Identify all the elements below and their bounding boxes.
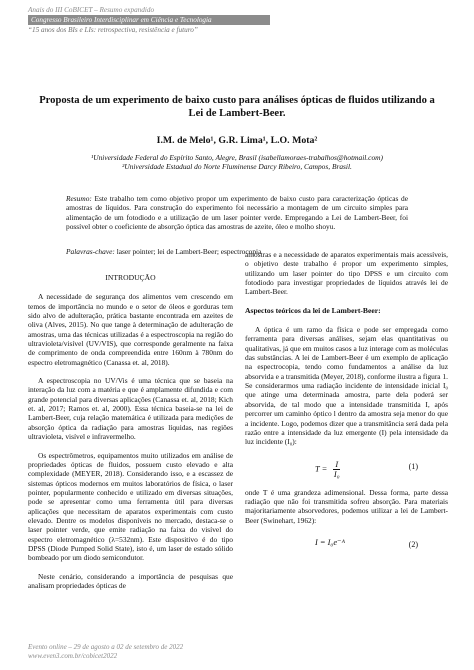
left-column [28,273,233,599]
intro-heading: INTRODUÇÃO [105,273,156,282]
equation-1-lhs: T = [315,463,328,473]
theory-heading: Aspectos teóricos da lei de Lambert-Beer: [245,305,381,315]
keywords-label: Palavras-chave: [66,247,115,256]
equation-1-fraction [333,460,340,479]
congress-name-bar: Congresso Brasileiro Interdisciplinar em Ciência e Tecnologia [28,15,270,25]
equation-1-number: (1) [408,461,418,471]
right-column [245,250,448,566]
equation-2-number: (2) [408,539,418,549]
equation-1-body [315,460,340,479]
abstract-label: Resumo: [66,194,92,203]
congress-theme: “15 anos dos BIs e LIs: retrospectiva, resistência e futuro” [28,26,198,34]
equation-1-numerator: I [335,459,339,469]
intro-paragraph-2: A espectroscopia no UV/Vis é uma técnica que se baseia na interação da luz com a matéria e que é amplamente difundida e com grande potencial para diversas aplicações (Canassa et. al, 2018; Kich et. al, 2017; Ramos et. al, 2000). Essa técnica baseia-se na lei de Lambert-Beer, cuja relação matemática é utilizada para medições de absorção óptica da radiação para amostras líquidas, nas regiões ultravioleta, visível e infravermelho. [28,376,233,442]
abstract [66,194,408,232]
intro-paragraph-4: Neste cenário, considerando a importância de pesquisas que analisam propriedades ópticas de [28,571,233,590]
page-footer [28,643,183,661]
intro-paragraph-3: Os espectrômetros, equipamentos muito utilizados em análise de propriedades ópticas de fluidos, possuem custo elevado e alta complexidade (MEYER, 2018). Considerando isso, e a escassez de sistemas ópticos modernos em muitos laboratórios de física, o laser pointer, popularmente conhecido e utilizado em diversas situações, pode se apresentar como uma ferramenta útil para diversas aplicações que necessitam de aparatos experimentais com custo elevado. Dentre os modelos disponíveis no mercado, destaca-se o laser pointer verde, que emite radiação na faixa do visível do espectro eletromagnético (λ=532nm). Este dispositivo é do tipo DPSS (Diode Pumped Solid State), isto é, um laser de estado sólido bombeado por um diodo semicondutor. [28,450,233,563]
affiliation-2: ²Universidade Estadual do Norte Fluminense Darcy Ribeiro, Campos, Brasil. [122,162,352,171]
event-date: Evento online – 29 de agosto a 02 de setembro de 2022 [28,643,184,651]
paper-title: Proposta de um experimento de baixo custo para análises ópticas de fluidos utilizando a Lei de Lambert-Beer. [39,95,435,119]
author-list: I.M. de Melo¹, G.R. Lima¹, L.O. Mota² [156,135,318,146]
conference-header [28,6,448,35]
affiliation-1: ¹Universidade Federal do Espírito Santo, Alegre, Brasil (isabellamoraes-trabalhos@hotmail.com) [91,153,383,162]
theory-paragraph-1: A óptica é um ramo da física e pode ser empregada como ferramenta para diversas análises, sejam elas quantitativas ou qualitativas, já que em muitos casos a luz interage com as moléculas das substâncias. A lei de Lambert-Beer é um exemplo de aplicação na espectrocopia, tendo como fundamentos a análise da luz absorvida e a transmitida (Meyer, 2018), conforme ilustra a figura 1. Se considerarmos uma radiação incidente de intensidade inicial I₀ que atinge uma determinada amostra, parte dela poderá ser absorvida, de tal modo que a intensidade transmitida I, após percorrer um caminho óptico l dentro da amostra seja menor do que a incidente. Logo, podemos dizer que a transmitância será dada pela razão entre a intensidade da luz emergente (I) pela intensidade da luz incidente (I₀): [245,325,448,447]
affiliations [90,153,384,171]
equation-2 [245,534,448,560]
equation-1 [245,456,448,482]
equation-2-body: I = I₀e⁻ᴬ [315,537,345,547]
equation-1-denominator: I₀ [333,469,340,479]
proceedings-line: Anais do III CoBICET – Resumo expandido [28,6,155,14]
keywords-text: laser pointer; lei de Lambert-Beer; espectrocopia [114,247,262,256]
event-url[interactable]: www.even3.com.br/cobicet2022 [28,652,118,660]
theory-paragraph-2: onde T é uma grandeza adimensional. Dessa forma, parte dessa radiação que não foi transmitida sofreu absorção. Para materiais majoritariamente absorvedores, podemos utilizar a lei de Lambert-Beer (Swinehart, 1962): [245,487,448,525]
abstract-text: Este trabalho tem como objetivo propor um experimento de baixo custo para caracterização ópticas de amostras de líquidos. Para construção do experimento foi necessário a montagem de um circuito simples para alimentação de um fotodiodo e a utilização de um laser pointer verde. Empregando a Lei de Lambert-Beer, foi possível obter o coeficiente de absorção óptica das amostras de azeite, óleo e molho shoyu. [66,194,408,232]
intro-paragraph-1: A necessidade de segurança dos alimentos vem crescendo em temos de importância no mundo e o setor de óleos e gorduras tem sido alvo de adulteração, prática bastante encontrada em azeites de oliva (Alves, 2015). No que tange à determinação de adulteração de amostras, uma das técnicas utilizadas é a espectroscopia na região do ultravioleta/visível (UV/VIS), que corresponde geralmente na faixa de comprimento de onda compreendida entre 160nm à 780nm do espectro eletromagnético (Canassa et. al, 2018). [28,292,233,367]
intro-paragraph-continued: amostras e a necessidade de aparatos experimentais mais acessíveis, o objetivo deste trabalho é propor um experimento simples, utilizando um laser pointer do tipo DPSS e um circuito com fotodiodo para investigar propriedades de líquidos através lei de Lambert-Beer. [245,250,448,297]
